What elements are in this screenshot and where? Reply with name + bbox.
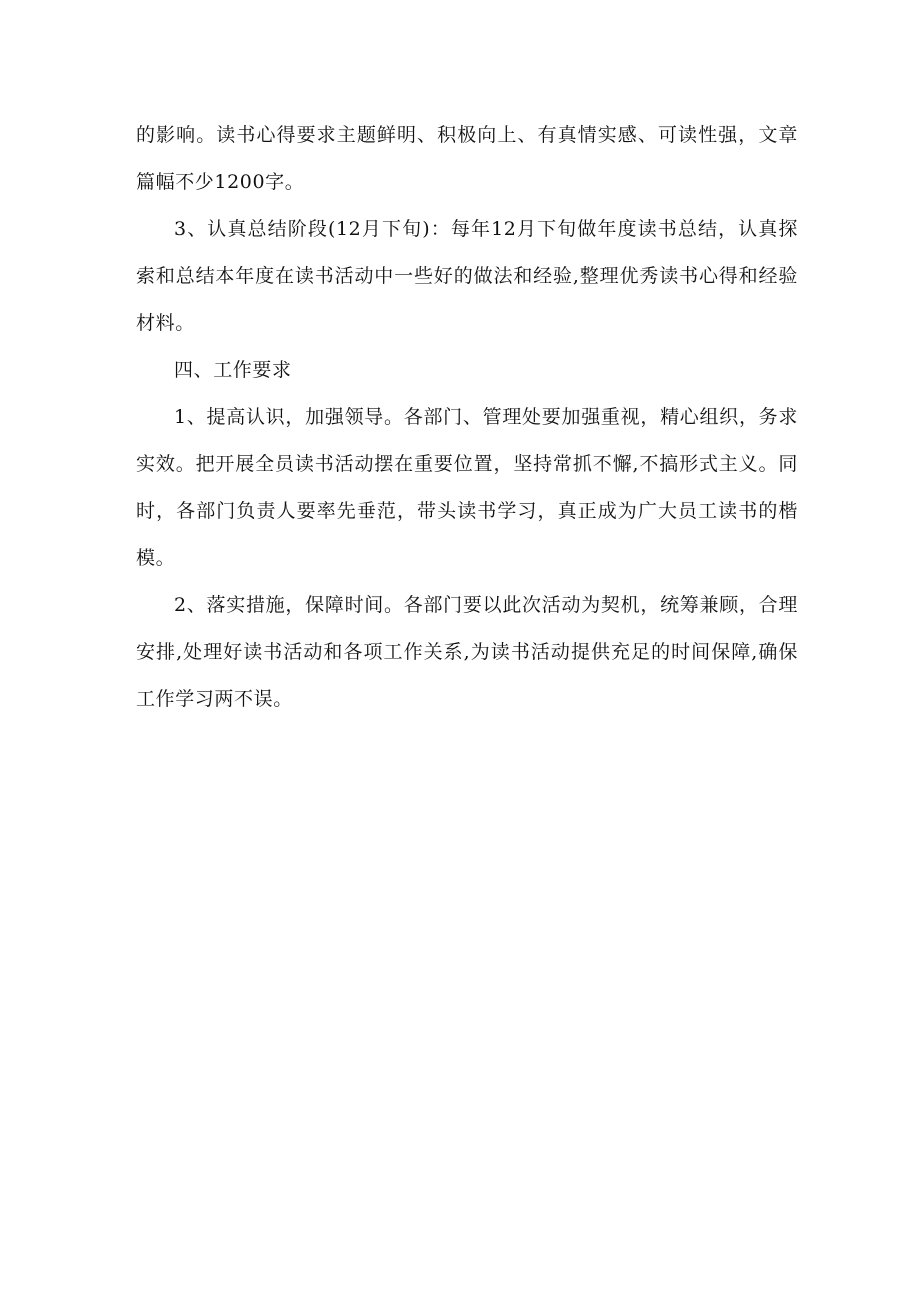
paragraph-continuation: 的影响。读书心得要求主题鲜明、积极向上、有真情实感、可读性强，文章篇幅不少1200字。 [136,124,798,193]
paragraph-leadership: 1、提高认识，加强领导。各部门、管理处要加强重视，精心组织，务求实效。把开展全员读书活动摆在重要位置，坚持常抓不懈,不搞形式主义。同时，各部门负责人要率先垂范，带头读书学习，真正成为广大员工读书的楷模。 [136,406,798,569]
paragraph-time-guarantee: 2、落实措施，保障时间。各部门要以此次活动为契机，统筹兼顾，合理安排,处理好读书活动和各项工作关系,为读书活动提供充足的时间保障,确保工作学习两不误。 [136,594,798,710]
document-body [136,112,798,723]
section-heading-work-requirements: 四、工作要求 [174,359,292,381]
paragraph-summary-stage: 3、认真总结阶段(12月下旬)：每年12月下旬做年度读书总结，认真探索和总结本年度在读书活动中一些好的做法和经验,整理优秀读书心得和经验材料。 [136,218,798,334]
